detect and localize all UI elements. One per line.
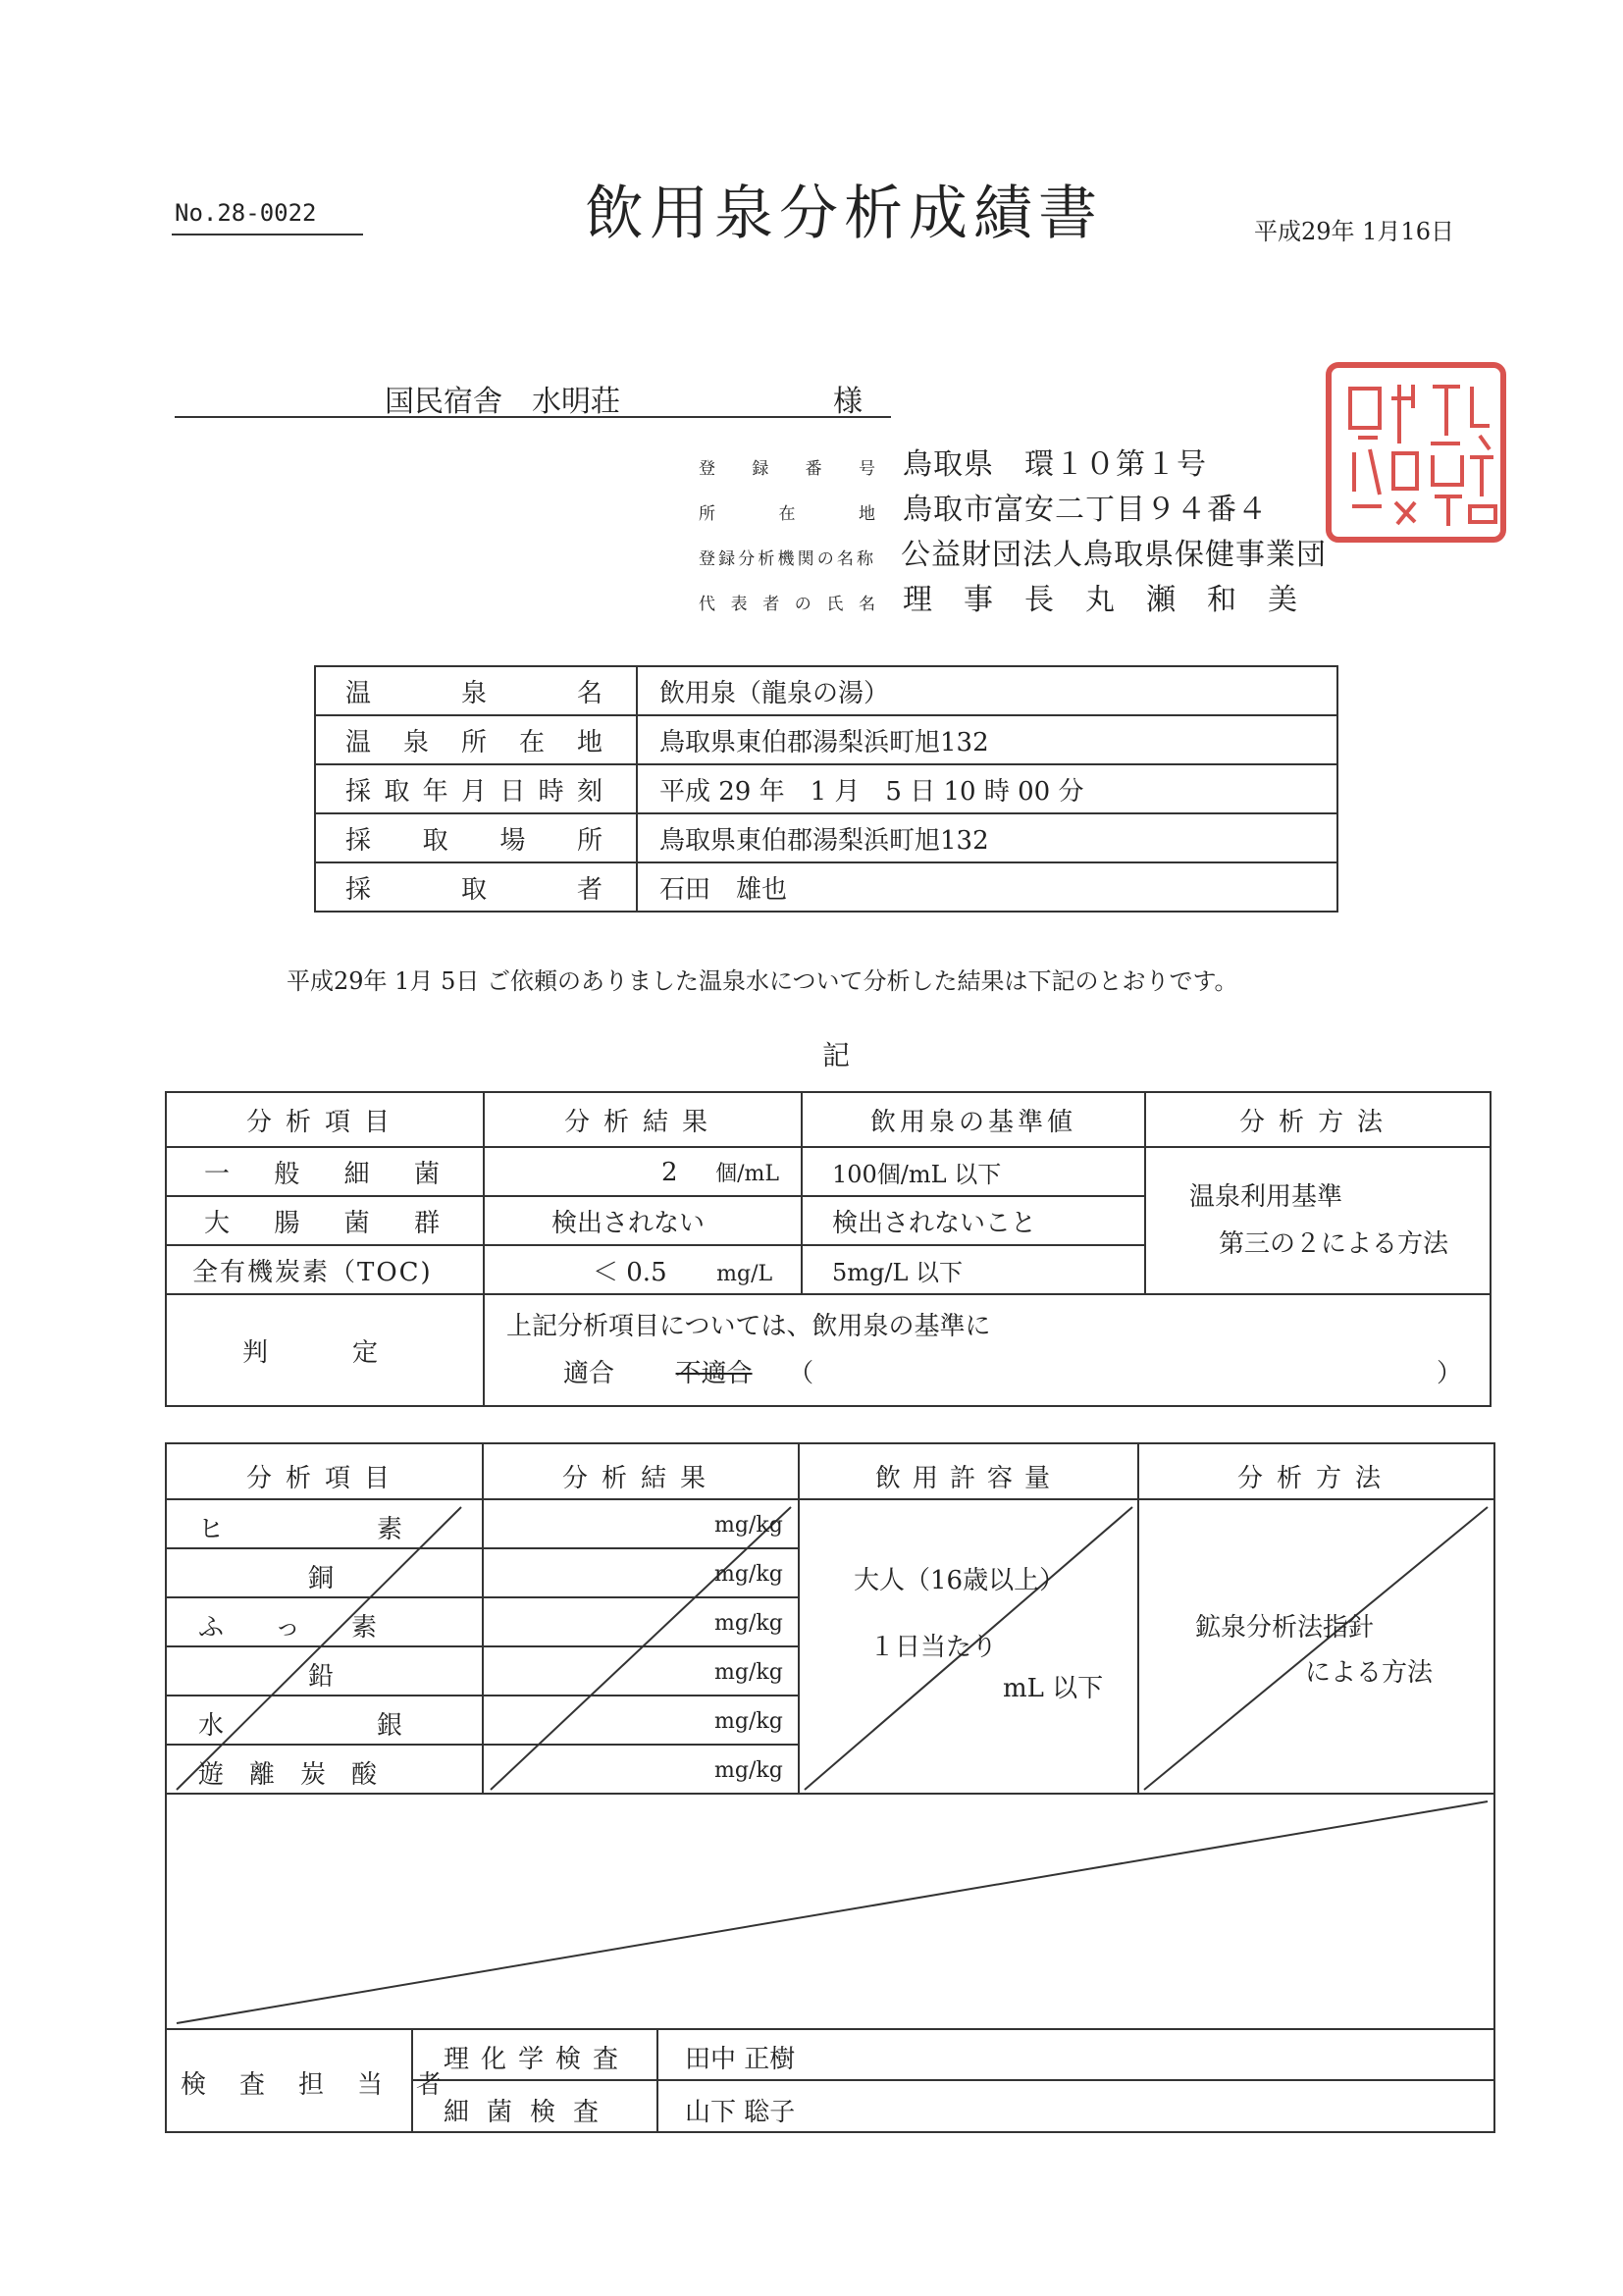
inspector-label: 検 査 担 当 者 bbox=[181, 2070, 446, 2100]
mineral-header-result: 分析結果 bbox=[561, 1464, 719, 1493]
registration-value: 公益財団法人鳥取県保健事業団 bbox=[901, 538, 1327, 572]
document-date: 平成29年 1月16日 bbox=[1254, 218, 1454, 245]
mineral-unit: mg/kg bbox=[714, 1758, 783, 1783]
spring-info-value: 鳥取県東伯郡湯梨浜町旭132 bbox=[637, 715, 1337, 764]
document-number: No.28-0022 bbox=[175, 199, 317, 227]
mineral-unit: mg/kg bbox=[714, 1660, 783, 1685]
mineral-item: ふ っ 素 bbox=[198, 1613, 378, 1643]
spring-info-label: 採取場所 bbox=[315, 813, 637, 862]
mineral-item: 遊 離 炭 酸 bbox=[198, 1760, 378, 1790]
registration-row bbox=[699, 440, 1327, 485]
judgement-cell bbox=[484, 1294, 1491, 1406]
mineral-item: 水 銀 bbox=[198, 1711, 403, 1741]
result-unit: 個/mL bbox=[715, 1161, 779, 1186]
spring-info-label: 採取者 bbox=[315, 862, 637, 912]
judgement-text: 上記分析項目については、飲用泉の基準に bbox=[506, 1312, 991, 1341]
allowance-line: １日当たり bbox=[869, 1633, 998, 1662]
header-standard: 飲用泉の基準値 bbox=[802, 1092, 1145, 1147]
document-number-underline bbox=[172, 234, 363, 235]
table-row bbox=[315, 862, 1337, 912]
mineral-header-item: 分析項目 bbox=[245, 1464, 403, 1493]
allowance-line: mL 以下 bbox=[1003, 1674, 1104, 1703]
mineral-item: ヒ 素 bbox=[198, 1515, 403, 1544]
spring-info-value: 石田 雄也 bbox=[637, 862, 1337, 912]
analysis-standard: 検出されないこと bbox=[802, 1196, 1145, 1245]
header-method: 分析方法 bbox=[1145, 1092, 1491, 1147]
inspector-type: 理化学検査 bbox=[444, 2045, 631, 2074]
mineral-unit: mg/kg bbox=[714, 1562, 783, 1587]
table-row bbox=[166, 1147, 1491, 1196]
registration-label: 登録分析機関の名称 bbox=[699, 549, 873, 569]
request-sentence: 平成29年 1月 5日 ご依頼のありました温泉水について分析した結果は下記のとおりです。 bbox=[287, 967, 1238, 995]
recipient-underline bbox=[175, 416, 891, 418]
result-value: ＜ 0.5 bbox=[593, 1257, 667, 1287]
mineral-header-method: 分析方法 bbox=[1236, 1464, 1394, 1493]
registration-value: 鳥取市富安二丁目９４番４ bbox=[903, 493, 1268, 527]
judgement-options bbox=[506, 1350, 1490, 1397]
recipient-suffix: 様 bbox=[833, 385, 863, 419]
registration-block bbox=[699, 440, 1327, 620]
analysis-item: 全有機炭素（TOC) bbox=[166, 1245, 484, 1294]
registration-row bbox=[699, 530, 1327, 575]
inspector-name: 田中 正樹 bbox=[685, 2045, 796, 2074]
mineral-header-allowance: 飲用許容量 bbox=[874, 1464, 1062, 1493]
table-header-row bbox=[166, 1092, 1491, 1147]
table-row bbox=[315, 715, 1337, 764]
analysis-table bbox=[165, 1091, 1492, 1407]
judgement-ng: 不適合 bbox=[675, 1359, 753, 1388]
registration-value: 鳥取県 環１０第１号 bbox=[903, 447, 1207, 482]
spring-info-label: 温泉所在地 bbox=[315, 715, 637, 764]
judgement-ok: 適合 bbox=[563, 1359, 615, 1388]
result-value: 2 bbox=[661, 1157, 678, 1187]
registration-row bbox=[699, 485, 1327, 530]
analysis-item: 大腸菌群 bbox=[166, 1196, 484, 1245]
registration-label: 登録番号 bbox=[699, 459, 875, 479]
mineral-unit: mg/kg bbox=[714, 1709, 783, 1734]
seal-stamp bbox=[1323, 359, 1509, 546]
ki-heading: 記 bbox=[822, 1039, 851, 1071]
registration-label: 所在地 bbox=[699, 504, 875, 524]
allowance-line: 大人（16歳以上） bbox=[854, 1566, 1066, 1595]
document-title: 飲用泉分析成績書 bbox=[585, 180, 1103, 248]
spring-info-value: 平成 29 年 1 月 5 日 10 時 00 分 bbox=[637, 764, 1337, 813]
judgement-close-paren: ） bbox=[1436, 1359, 1462, 1388]
method-line: 第三の２による方法 bbox=[1219, 1229, 1449, 1259]
judgement-open-paren: （ bbox=[788, 1359, 814, 1388]
analysis-item: 一般細菌 bbox=[166, 1147, 484, 1196]
spring-info-label: 温泉名 bbox=[315, 666, 637, 715]
mineral-method-line: による方法 bbox=[1305, 1658, 1434, 1688]
mineral-item: 鉛 bbox=[308, 1662, 335, 1692]
mineral-unit: mg/kg bbox=[714, 1611, 783, 1636]
judgement-label: 判 定 bbox=[166, 1294, 484, 1406]
recipient bbox=[385, 377, 863, 420]
registration-row bbox=[699, 575, 1327, 620]
inspector-type: 細菌検査 bbox=[444, 2098, 617, 2127]
method-line: 温泉利用基準 bbox=[1189, 1182, 1343, 1212]
recipient-name: 国民宿舎 水明荘 bbox=[385, 385, 620, 419]
spring-info-value: 鳥取県東伯郡湯梨浜町旭132 bbox=[637, 813, 1337, 862]
header-item: 分析項目 bbox=[166, 1092, 484, 1147]
table-row bbox=[315, 666, 1337, 715]
result-value: 検出されない bbox=[551, 1208, 706, 1238]
mineral-item: 銅 bbox=[308, 1564, 335, 1593]
result-unit: mg/L bbox=[716, 1261, 773, 1286]
analysis-result bbox=[484, 1147, 802, 1196]
spring-info-label: 採取年月日時刻 bbox=[315, 764, 637, 813]
spring-info-table bbox=[314, 665, 1338, 913]
analysis-standard: 100個/mL 以下 bbox=[802, 1147, 1145, 1196]
analysis-result bbox=[484, 1196, 802, 1245]
header-result: 分析結果 bbox=[484, 1092, 802, 1147]
mineral-unit: mg/kg bbox=[714, 1513, 783, 1538]
table-row bbox=[315, 813, 1337, 862]
mineral-table bbox=[165, 1442, 1495, 2133]
registration-value: 理 事 長 丸 瀬 和 美 bbox=[903, 583, 1298, 617]
analysis-result bbox=[484, 1245, 802, 1294]
registration-label: 代表者の氏名 bbox=[699, 595, 875, 614]
analysis-standard: 5mg/L 以下 bbox=[802, 1245, 1145, 1294]
spring-info-value: 飲用泉（龍泉の湯） bbox=[637, 666, 1337, 715]
analysis-method bbox=[1145, 1147, 1491, 1294]
mineral-method-line: 鉱泉分析法指針 bbox=[1195, 1613, 1375, 1643]
table-row bbox=[315, 764, 1337, 813]
judgement-row bbox=[166, 1294, 1491, 1406]
inspector-name: 山下 聡子 bbox=[685, 2098, 796, 2127]
